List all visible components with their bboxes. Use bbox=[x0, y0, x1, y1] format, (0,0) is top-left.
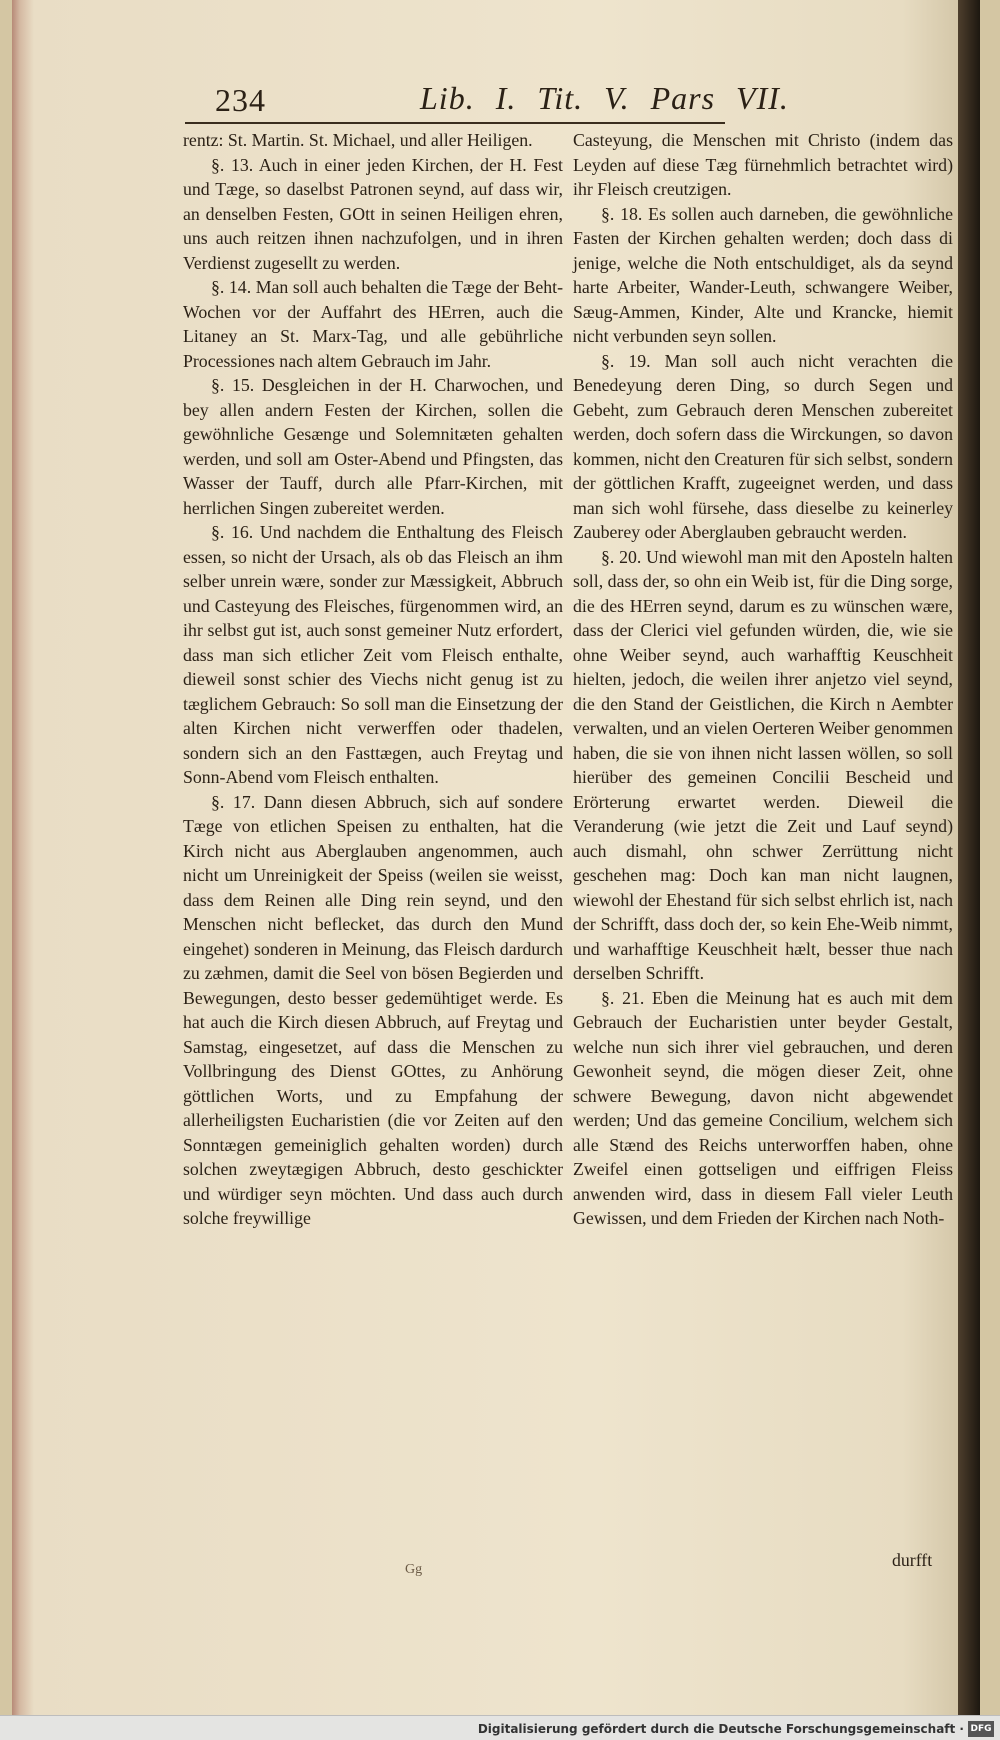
right-text-column bbox=[573, 128, 953, 1231]
dfg-logo: DFG bbox=[968, 1721, 994, 1737]
paragraph: Casteyung, die Menschen mit Christo (indem das Leyden auf diese Tæg fürnehmlich betrachtet wird) ihr Fleisch creutzigen. bbox=[573, 130, 953, 199]
paragraph: rentz: St. Martin. St. Michael, und aller Heiligen. bbox=[183, 130, 533, 150]
running-head: Lib. I. Tit. V. Pars VII. bbox=[420, 80, 789, 116]
catchword: durfft bbox=[892, 1550, 933, 1570]
paragraph: §. 20. Und wiewohl man mit den Aposteln halten soll, dass der, so ohn ein Weib ist, für die Ding sorge, die des HErren seynd, darum es zu wünschen wære, dass der Clerici viel gefunden würden, die, wie sie ohne Weiber seynd, auch warhafftig Keuschheit hielten, jedoch, die weilen ihrer anjetzo viel seynd, die den Stand der Geistlichen, die Kirch n Aembter verwalten, und an vielen Oerteren Weiber genommen haben, die sie von ihnen nicht lassen wöllen, so soll hierüber des gemeinen Concilii Bescheid und Erörterung erwartet werden. Dieweil die Veranderung (wie jetzt die Zeit und Lauf seynd) auch dismahl, ohn schwer Zerrüttung nicht geschehen mag: Doch kan man nicht laugnen, wiewohl der Ehestand für sich selbst ehrlich ist, nach der Schrifft, dass doch der, so kein Ehe-Weib nimmt, und warhafftige Keuschheit hælt, besser thue nach derselben Schrifft. bbox=[573, 546, 953, 983]
paragraph: §. 21. Eben die Meinung hat es auch mit dem Gebrauch der Eucharistien unter beyder Gestalt, welche nun sich ihrer viel gebrauchen, und deren Gewonheit seynd, die mögen dieser Zeit, ohne schwere Bewegung, davon nicht abgewendet werden; Und das gemeine Concilium, welchem sich alle Stænd des Reichs unterworffen haben, ohne Zweifel einen gottseligen und eiffrigen Fleiss anwenden wird, dass in diesem Fall vieler Leuth Gewissen, und dem Frieden der Kirchen nach Noth- bbox=[573, 987, 953, 1228]
page-edge-shadow bbox=[958, 0, 980, 1716]
paragraph: §. 18. Es sollen auch darneben, die gewöhnliche Fasten der Kirchen gehalten werden; doch dass di jenige, welche die Noth entschuldiget, als da seynd harte Arbeiter, Wander-Leuth, schwangere Weiber, Sæug-Ammen, Kinder, Alte und Krancke, hiemit nicht verbunden seyn sollen. bbox=[573, 203, 953, 346]
page-number: 234 bbox=[215, 82, 266, 118]
signature-mark: Gg bbox=[405, 1562, 423, 1577]
paragraph: §. 17. Dann diesen Abbruch, sich auf sondere Tæge von etlichen Speisen zu enthalten, hat die Kirch nicht aus Aberglauben angenommen, auch nicht um Unreinigkeit der Speiss (weilen sie weisst, dass dem Reinen alle Ding rein seynd, und den Menschen nicht beflecket, das durch den Mund eingehet) sonderen in Meinung, das Fleisch dardurch zu zæhmen, damit die Seel von bösen Begierden und Bewegungen, desto besser gedemühtiget werde. Es hat auch die Kirch diesen Abbruch, auf Freytag und Samstag, eingesetzet, auf dass die Menschen zu Vollbringung des Dienst GOttes, zu Anhörung göttlichen Worts, und zu Empfahung der allerheiligsten Eucharistien (die vor Zeiten auf den Sonntægen gemeiniglich gehalten worden) durch solchen zweytægigen Abbruch, desto geschickter und würdiger seyn möchten. Und dass auch durch solche freywillige bbox=[183, 791, 563, 1228]
paragraph: §. 19. Man soll auch nicht verachten die Benedeyung deren Ding, so durch Segen und Gebeht, zum Gebrauch deren Menschen zubereitet werden, doch sofern dass die Wirckungen, so davon kommen, nicht den Creaturen für sich selbst, sondern der göttlichen Krafft, zugeeignet werden, und dass man sich wohl fürsehe, dass dieselbe zu keinerley Zauberey oder Aberglauben gebraucht werden. bbox=[573, 350, 953, 542]
paragraph: §. 16. Und nachdem die Enthaltung des Fleisch essen, so nicht der Ursach, als ob das Fleisch an ihm selber unrein wære, sonder zur Mæssigkeit, Abbruch und Casteyung des Fleisches, fürgenommen wird, an ihr selbst gut ist, auch sonst gemeiner Nutz erfordert, dass man sich etlicher Zeit vom Fleisch enthalte, dieweil sonst schier des Viechs nicht genug ist zu tæglichem Gebrauch: So soll man die Einsetzung der alten Kirchen nicht verwerffen oder thadelen, sondern sich an den Fasttægen, auch Freytag und Sonn-Abend vom Fleisch enthalten. bbox=[183, 522, 563, 787]
header-rule bbox=[185, 122, 725, 124]
paragraph: §. 13. Auch in einer jeden Kirchen, der H. Fest und Tæge, so daselbst Patronen seynd, auf dass wir, an denselben Festen, GOtt in seinen Heiligen ehren, uns auch reitzen ihnen nachzufolgen, und in ihren Verdienst zugesellt zu werden. bbox=[183, 154, 563, 273]
footer-bar bbox=[0, 1715, 1000, 1740]
footer-credit: Digitalisierung gefördert durch die Deutsche Forschungsgemeinschaft · bbox=[477, 1722, 964, 1736]
left-text-column bbox=[183, 128, 563, 1231]
paragraph: §. 14. Man soll auch behalten die Tæge der Beht-Wochen vor der Auffahrt des HErren, auch die Litaney an St. Marx-Tag, und alle gebührliche Processiones nach altem Gebrauch im Jahr. bbox=[183, 277, 563, 371]
paragraph: §. 15. Desgleichen in der H. Charwochen, und bey allen andern Festen der Kirchen, sollen die gewöhnliche Gesænge und Solemnitæten gehalten werden, und soll am Oster-Abend und Pfingsten, das Wasser der Tauff, durch alle Pfarr-Kirchen, mit herrlichen Singen zubereitet werden. bbox=[183, 375, 563, 518]
